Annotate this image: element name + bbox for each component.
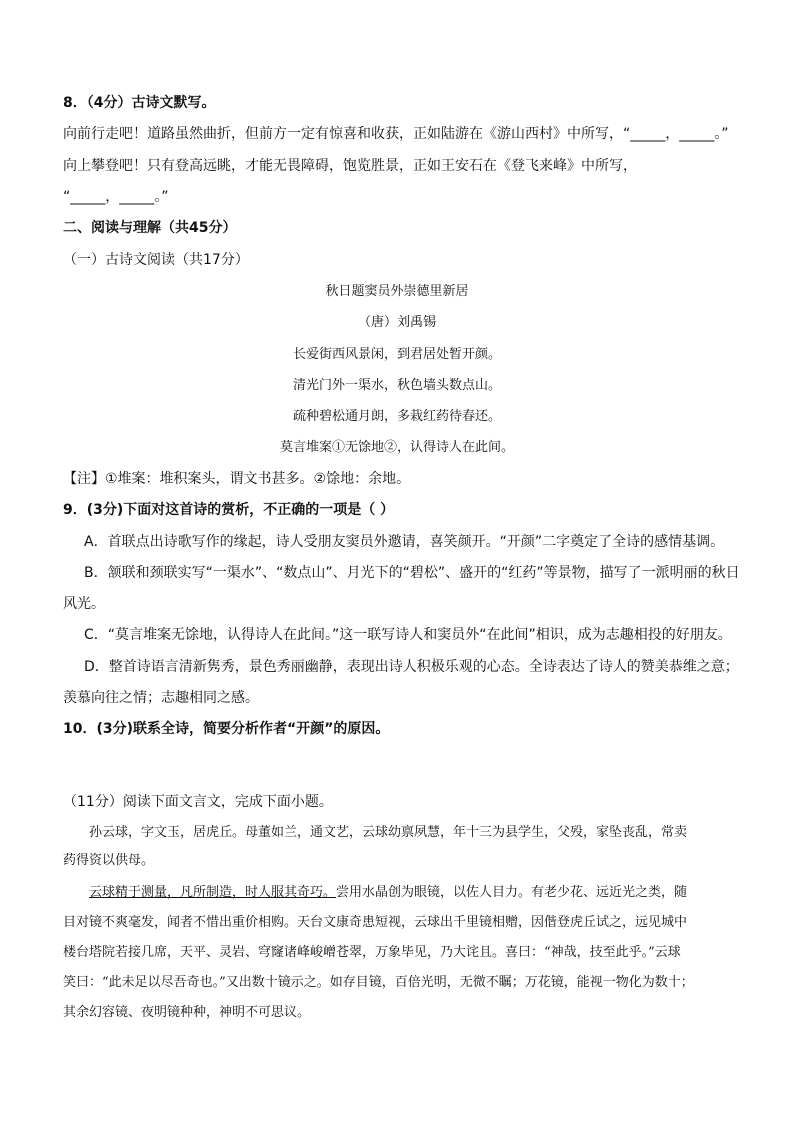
option-c: C．“莫言堆案无馀地，认得诗人在此间。”这一联写诗人和窦员外“在此间”相识，成为志趣相投的好朋友。: [84, 627, 732, 643]
wenyan-title: （11分）阅读下面文言文，完成下面小题。: [63, 794, 333, 810]
option-b-line-1: B．颔联和颈联实写“一渠水”、“数点山”、月光下的“碧松”、盛开的“红药”等景物，描写了一派明丽的秋日: [84, 565, 740, 581]
question-8-title: 8．（4分）古诗文默写。: [63, 95, 216, 111]
passage-line: 药得资以供母。: [63, 853, 155, 868]
option-a: A．首联点出诗歌写作的缘起，诗人受朋友窦员外邀请，喜笑颜开。“开颜”二字奠定了全诗的感情基调。: [84, 534, 725, 550]
passage-text: 尝用水晶创为眼镜，以佐人目力。有老少花、远近光之类，随: [336, 885, 688, 900]
passage-line: 孙云球，字文玉，居虎丘。母董如兰，通文艺，云球幼禀夙慧，年十三为县学生，父殁，家坠丧乱，常卖: [89, 825, 688, 840]
poem-line: 莫言堆案①无馀地②，认得诗人在此间。: [279, 440, 514, 455]
poem-line: 疏种碧松通月朗，多栽红药待春还。: [292, 409, 501, 424]
poem-author: （唐）刘禹锡: [357, 315, 436, 330]
question-10-title: 10．(3分)联系全诗，简要分析作者“开颜”的原因。: [63, 721, 390, 737]
option-d-line-2: 羡慕向往之情；志趣相同之感。: [63, 690, 259, 706]
passage-line: 笑曰：“此未足以尽吾奇也。”又出数十镜示之。如存目镜，百倍光明，无微不瞩；万花镜，能视一物化为数十；: [63, 975, 694, 990]
question-8-line-3: “_____，_____。”: [63, 189, 169, 205]
section-2-subtitle: （一）古诗文阅读（共17分）: [63, 252, 249, 268]
question-8-line-2: 向上攀登吧！只有登高远眺，才能无畏障碍，饱览胜景，正如王安石在《登飞来峰》中所写，: [63, 158, 637, 174]
question-9-title: 9．(3分)下面对这首诗的赏析，不正确的一项是（ ）: [63, 502, 395, 518]
underlined-sentence: 云球精于测量，凡所制造，时人服其奇巧。: [89, 885, 337, 900]
poem-line: 长爱街西风景闲，到君居处暂开颜。: [292, 347, 501, 362]
passage-line: 目对镜不爽毫发，闻者不惜出重价相购。天台文康奇患短视，云球出千里镜相赠，因偕登虎丘试之，远见城中: [63, 915, 688, 930]
passage-line: 楼台塔院若接几席，天平、灵岩、穹窿诸峰峻嶒苍翠，万象毕见，乃大诧且。喜曰：“神哉，技至此乎。”云球: [63, 945, 681, 960]
section-2-title: 二、阅读与理解（共45分）: [63, 220, 237, 236]
option-d-line-1: D．整首诗语言清新隽秀，景色秀丽幽静，表现出诗人积极乐观的心态。全诗表达了诗人的赞美恭维之意；: [84, 659, 739, 675]
poem-line: 清光门外一渠水，秋色墙头数点山。: [292, 378, 501, 393]
question-8-line-1: 向前行走吧！道路虽然曲折，但前方一定有惊喜和收获，正如陆游在《游山西村》中所写，“_____，_____。”: [63, 126, 729, 142]
passage-line: 其余幻容镜、夜明镜种种，神明不可思议。: [63, 1005, 311, 1020]
poem-note: 【注】①堆案：堆积案头，谓文书甚多。②馀地：余地。: [63, 471, 411, 487]
option-b-line-2: 风光。: [63, 596, 105, 612]
poem-title: 秋日题窦员外崇德里新居: [325, 284, 469, 299]
wenyan-passage: [63, 823, 733, 1023]
passage-line: [63, 883, 733, 903]
